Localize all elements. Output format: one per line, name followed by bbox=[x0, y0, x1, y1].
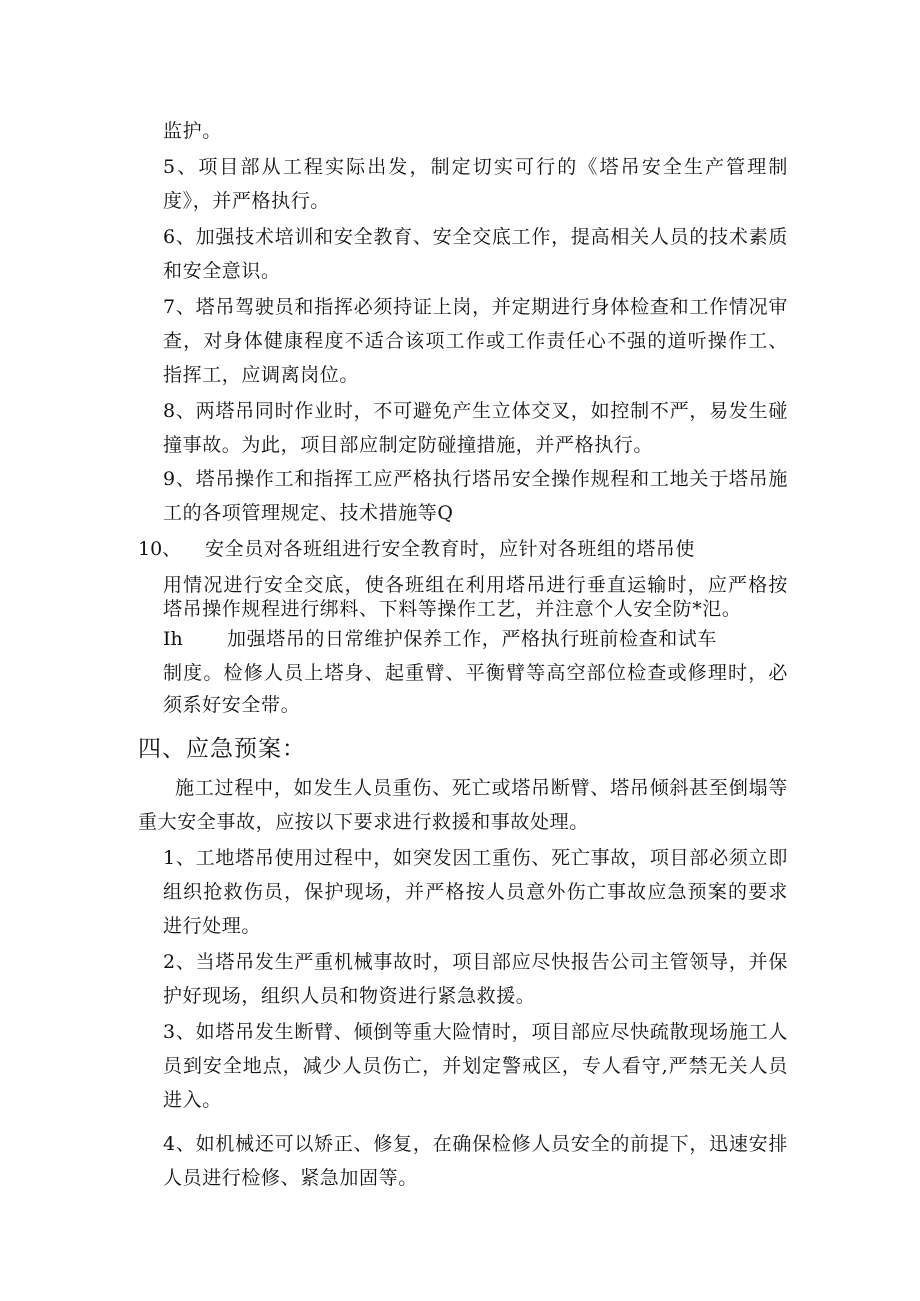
text-line: 1、工地塔吊使用过程中，如突发因工重伤、死亡事故，项目部必须立即 bbox=[163, 847, 788, 869]
text-line: 5、项目部从工程实际出发，制定切实可行的《塔吊安全生产管理制 bbox=[163, 156, 788, 178]
text-line: 安全员对各班组进行安全教育时，应针对各班组的塔吊使 bbox=[205, 538, 696, 560]
item-number: 10、 bbox=[138, 538, 182, 560]
text-line: 4、如机械还可以矫正、修复，在确保检修人员安全的前提下，迅速安排 bbox=[163, 1133, 788, 1155]
text-line: 9、塔吊操作工和指挥工应严格执行塔吊安全操作规程和工地关于塔吊施 bbox=[163, 468, 788, 490]
section-heading: 四、应急预案： bbox=[138, 736, 306, 762]
text-line: 撞事故。为此，项目部应制定防碰撞措施，并严格执行。 bbox=[163, 434, 654, 456]
text-line: 8、两塔吊同时作业时，不可避免产生立体交叉，如控制不严，易发生碰 bbox=[163, 400, 788, 422]
text-line: 组织抢救伤员，保护现场，并严格按人员意外伤亡事故应急预案的要求 bbox=[163, 881, 788, 903]
text-line: 3、如塔吊发生断臂、倾倒等重大险情时，项目部应尽快疏散现场施工人 bbox=[163, 1021, 788, 1043]
text-line: 度》，并严格执行。 bbox=[163, 190, 330, 212]
text-line: 护好现场，组织人员和物资进行紧急救援。 bbox=[163, 985, 536, 1007]
text-line: 人员进行检修、紧急加固等。 bbox=[163, 1167, 418, 1189]
text-line: 工的各项管理规定、技术措施等Q bbox=[163, 502, 454, 524]
text-line: 用情况进行安全交底，使各班组在利用塔吊进行垂直运输时，应严格按 bbox=[163, 574, 788, 596]
text-line: 和安全意识。 bbox=[163, 260, 281, 282]
text-line: 制度。检修人员上塔身、起重臂、平衡臂等高空部位检查或修理时，必 bbox=[163, 662, 788, 684]
text-line: 重大安全事故，应按以下要求进行救援和事故处理。 bbox=[138, 811, 589, 833]
text-line: 监护。 bbox=[163, 120, 222, 142]
text-line: 指挥工，应调离岗位。 bbox=[163, 364, 360, 386]
text-line: 施工过程中，如发生人员重伤、死亡或塔吊断臂、塔吊倾斜甚至倒塌等 bbox=[175, 777, 788, 799]
text-line: 6、加强技术培训和安全教育、安全交底工作，提高相关人员的技术素质 bbox=[163, 226, 788, 248]
text-line: 查，对身体健康程度不适合该项工作或工作责任心不强的道听操作工、 bbox=[163, 330, 788, 352]
text-line: 进行处理。 bbox=[163, 915, 262, 937]
item-number: Ih bbox=[163, 628, 183, 650]
text-line: 进入。 bbox=[163, 1089, 222, 1111]
text-line: 须系好安全带。 bbox=[163, 694, 301, 716]
text-line: 2、当塔吊发生严重机械事故时，项目部应尽快报告公司主管领导，并保 bbox=[163, 951, 788, 973]
text-line: 塔吊操作规程进行绑料、下料等操作工艺，并注意个人安全防*氾。 bbox=[163, 598, 742, 620]
text-line: 加强塔吊的日常维护保养工作，严格执行班前检查和试车 bbox=[227, 628, 718, 650]
text-line: 员到安全地点，减少人员伤亡，并划定警戒区，专人看守,严禁无关人员 bbox=[163, 1055, 788, 1077]
text-line: 7、塔吊驾驶员和指挥必须持证上岗，并定期进行身体检查和工作情况审 bbox=[163, 296, 788, 318]
